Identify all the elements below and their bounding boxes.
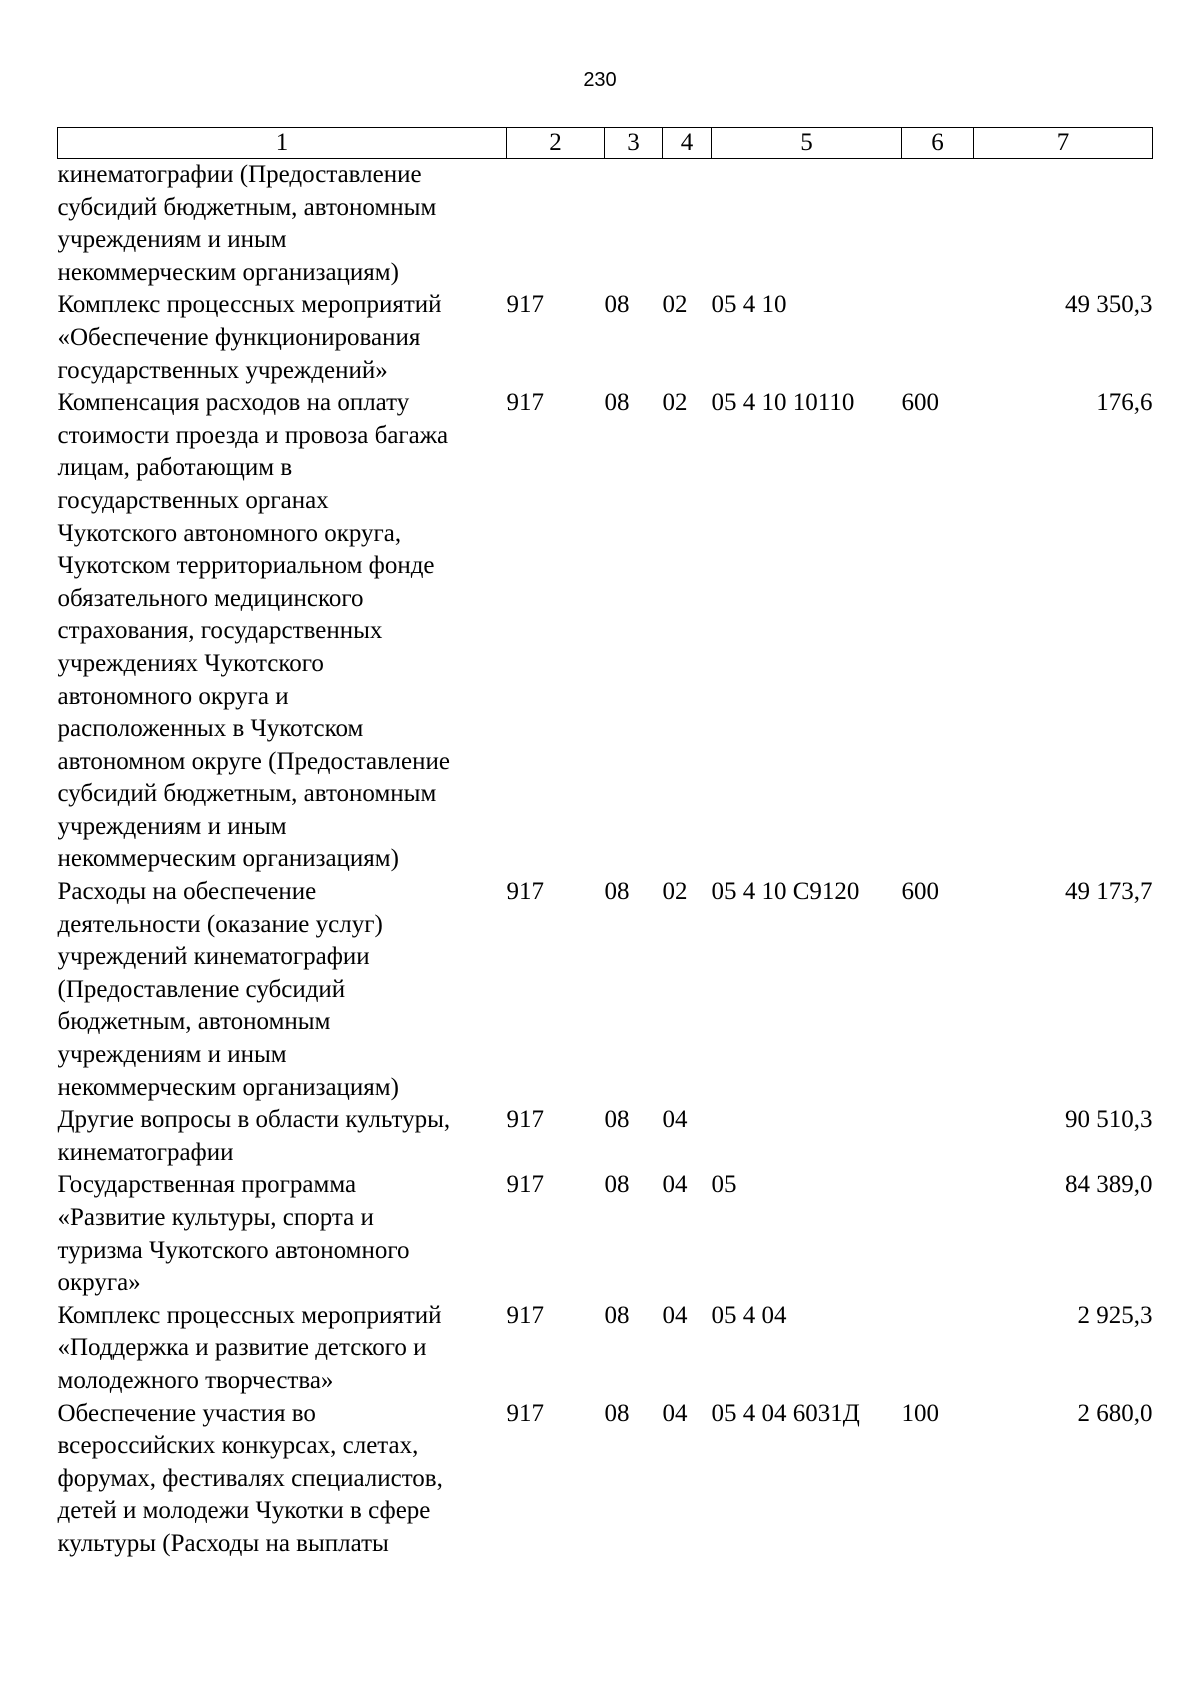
row-expense-type: 100 xyxy=(901,1399,939,1427)
row-subsection: 04 xyxy=(662,1399,688,1427)
row-section: 08 xyxy=(604,1171,630,1199)
row-expense-type: 600 xyxy=(901,878,939,906)
row-section: 08 xyxy=(604,1106,630,1134)
table-row xyxy=(58,289,1153,387)
row-target: 05 4 10 10110 xyxy=(711,389,855,417)
row-subsection: 04 xyxy=(662,1106,688,1134)
row-section: 08 xyxy=(604,878,630,906)
table-row xyxy=(58,1300,1153,1398)
row-amount: 176,6 xyxy=(1096,389,1153,417)
table-row xyxy=(58,1169,1153,1299)
row-ministry: 917 xyxy=(506,291,544,319)
table-row xyxy=(58,1104,1153,1169)
row-expense-type xyxy=(902,1169,974,1299)
row-target: 05 4 10 С9120 xyxy=(711,878,860,906)
row-amount: 84 389,0 xyxy=(1065,1171,1153,1199)
row-ministry: 917 xyxy=(506,878,544,906)
column-header-subsection: 4 xyxy=(663,128,712,159)
row-ministry: 917 xyxy=(506,389,544,417)
row-subsection: 02 xyxy=(662,291,688,319)
row-name: Расходы на обеспечение деятельности (оказание услуг) учреждений кинематографии (Предоставление субсидий бюджетным, автономным учреждениям и иным некоммерческим организациям) xyxy=(57,878,399,1101)
row-expense-type xyxy=(902,289,974,387)
row-amount: 49 350,3 xyxy=(1065,291,1153,319)
column-header-section: 3 xyxy=(605,128,663,159)
row-ministry: 917 xyxy=(506,1171,544,1199)
column-header-ministry: 2 xyxy=(507,128,605,159)
row-name: Государственная программа «Развитие культуры, спорта и туризма Чукотского автономного округа» xyxy=(57,1171,410,1297)
table-header xyxy=(58,128,1153,159)
row-ministry: 917 xyxy=(506,1106,544,1134)
row-name: Комплекс процессных мероприятий «Поддержка и развитие детского и молодежного творчества» xyxy=(57,1301,442,1394)
table-row xyxy=(58,876,1153,1104)
row-target: 05 4 04 xyxy=(711,1301,787,1329)
header-row xyxy=(58,128,1153,159)
column-header-target: 5 xyxy=(712,128,902,159)
row-amount: 2 680,0 xyxy=(1077,1399,1153,1427)
budget-table xyxy=(57,127,1153,1561)
row-amount xyxy=(974,159,1153,290)
table-row xyxy=(58,1398,1153,1561)
row-expense-type: 600 xyxy=(901,389,939,417)
row-name: Компенсация расходов на оплату стоимости проезда и провоза багажа лицам, работающим в государственных органах Чукотского автономного округа, Чукотском территориальном фонде обязательного медицинского страхования, государственных учреждениях Чукотского автономного округа и расположенных в Чукотском автономном округе (Предоставление субсидий бюджетным, автономным учреждениям и иным некоммерческим организациям) xyxy=(57,389,450,873)
row-subsection: 02 xyxy=(662,878,688,906)
row-subsection: 02 xyxy=(662,389,688,417)
row-subsection xyxy=(663,159,712,290)
table-row xyxy=(58,387,1153,876)
row-section: 08 xyxy=(604,291,630,319)
row-section: 08 xyxy=(604,1399,630,1427)
row-section: 08 xyxy=(604,389,630,417)
row-target xyxy=(712,1104,902,1169)
row-expense-type xyxy=(902,1300,974,1398)
row-expense-type xyxy=(902,1104,974,1169)
row-target: 05 4 10 xyxy=(711,291,787,319)
row-amount: 2 925,3 xyxy=(1077,1301,1153,1329)
table-row xyxy=(58,159,1153,290)
column-header-expense-type: 6 xyxy=(902,128,974,159)
row-amount: 90 510,3 xyxy=(1065,1106,1153,1134)
row-ministry: 917 xyxy=(506,1301,544,1329)
row-subsection: 04 xyxy=(662,1171,688,1199)
page-number: 230 xyxy=(583,69,617,91)
row-target xyxy=(712,159,902,290)
column-header-amount: 7 xyxy=(974,128,1153,159)
row-target: 05 xyxy=(711,1171,737,1199)
row-name: Обеспечение участия во всероссийских конкурсах, слетах, форумах, фестивалях специалистов, детей и молодежи Чукотки в сфере культуры (Расходы на выплаты xyxy=(57,1399,443,1557)
row-subsection: 04 xyxy=(662,1301,688,1329)
row-ministry: 917 xyxy=(506,1399,544,1427)
row-target: 05 4 04 6031Д xyxy=(711,1399,860,1427)
table-body xyxy=(58,159,1153,1561)
row-section xyxy=(605,159,663,290)
row-section: 08 xyxy=(604,1301,630,1329)
row-name: Другие вопросы в области культуры, кинематографии xyxy=(57,1106,451,1166)
row-amount: 49 173,7 xyxy=(1065,878,1153,906)
column-header-name: 1 xyxy=(58,128,507,159)
row-expense-type xyxy=(902,159,974,290)
row-name: Комплекс процессных мероприятий «Обеспечение функционирования государственных учреждений» xyxy=(57,291,442,384)
row-name: кинематографии (Предоставление субсидий бюджетным, автономным учреждениям и иным некоммерческим организациям) xyxy=(57,161,437,286)
row-ministry xyxy=(507,159,605,290)
